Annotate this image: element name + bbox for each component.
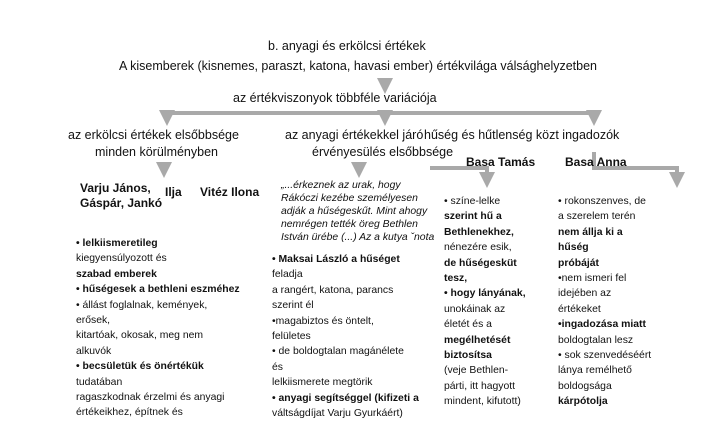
category-fidelity: hűség és hűtlenség közt ingadozók [424,128,620,142]
list-item: mindent, kifutott) [444,396,521,408]
list-item: lánya remélhető [558,365,632,377]
material-description [272,252,419,421]
list-item: szerint hű a [444,211,502,223]
list-item: kitartóak, okosak, meg nem [76,330,204,342]
list-item: a rangért, katona, parancs [272,284,394,296]
title-line-1: b. anyagi és erkölcsi értékek [268,39,426,53]
list-item: • állást foglalnak, kemények, [76,299,208,311]
list-item: kiegyensúlyozott és [76,253,167,265]
list-item: és [272,361,283,373]
name-basa-anna: Basa Anna [565,155,627,169]
arrow-to-fidelity [385,113,594,118]
basa-anna-description [558,194,651,410]
moral-description [76,236,240,421]
name-vitez-ilona: Vitéz Ilona [200,185,260,199]
list-item: próbáját [558,257,599,269]
list-item: erősek, [76,315,111,327]
list-item: alkuvók [76,345,112,357]
arrow-to-moral [167,113,385,118]
list-item: kárpótolja [558,396,608,408]
quote-line: adják a hűségeskűt. Mint ahogy [281,206,428,217]
center-label: az értékviszonyok többféle variációja [233,91,437,105]
list-item: a szerelem terén [558,211,636,223]
list-item: •ingadozása miatt [558,319,646,331]
list-item: életét és a [444,319,492,331]
list-item: • hűségesek a bethleni eszméhez [76,284,240,296]
list-item: váltságdíjat Varju Gyurkáért) [272,408,403,420]
list-item: hűség [558,242,589,254]
quote-line: nemrégen tették öreg Bethlen [281,219,418,230]
list-item: •nem ismeri fel [558,273,627,285]
list-item: párti, itt hagyott [444,380,516,392]
list-item: szerint él [272,300,314,312]
name-gaspar-janko: Gáspár, Jankó [80,196,163,210]
category-material-line-1: az anyagi értékekkel járó [285,128,424,142]
name-basa-tamas: Basa Tamás [466,155,536,169]
list-item: • Maksai László a hűséget [272,254,400,265]
basa-tamas-description [444,194,526,410]
list-item: értékeikhez, építnek és [76,407,183,419]
list-item: Bethlenekhez, [444,226,514,238]
name-ilja: Ilja [165,185,182,199]
name-varju: Varju János, [80,181,151,195]
list-item: • de boldogtalan magánélete [272,346,404,358]
list-item: •magabiztos és öntelt, [272,315,374,327]
arrow-to-basa-tamas [430,168,487,180]
list-item: • sok szenvedéséért [558,350,652,362]
category-material-line-2: érvényesülés elsőbbsége [312,145,454,159]
list-item: feladja [272,269,303,281]
list-item: boldogsága [558,380,612,392]
quote-line: István ürébe (...) Az a kutya ˇnota [281,232,435,243]
list-item: megélhetését [444,334,511,346]
list-item: • rokonszenves, de [558,196,646,207]
list-item: idejében az [558,288,612,300]
list-item: • becsületük és önértékük [76,361,204,373]
list-item: • anyagi segítséggel (kifizeti a [272,392,419,404]
list-item: értékeket [558,303,601,315]
list-item: boldogtalan lesz [558,334,634,346]
list-item: tudatában [76,376,123,388]
category-moral-line-2: minden körülményben [95,145,218,159]
list-item: nem állja ki a [558,226,623,238]
list-item: (veje Bethlen- [444,365,509,377]
title-line-2: A kisemberek (kisnemes, paraszt, katona, havasi ember) értékvilága válsághelyzetben [119,59,598,73]
quote-line: „...érkeznek az urak, hogy [281,180,401,191]
list-item: biztosítsa [444,350,492,362]
list-item: • lelkiismeretileg [76,238,158,249]
list-item: unokáinak az [444,303,506,315]
quote-block [281,179,434,244]
list-item: ragaszkodnak érzelmi és anyagi [76,392,225,404]
list-item: felületes [272,331,311,343]
list-item: de hűségesküt [444,257,517,269]
quote-line: Rákóczi kezébe személyesen [281,193,418,204]
category-moral-line-1: az erkölcsi értékek elsőbbsége [68,128,239,142]
list-item: • színe-lelke [444,196,501,207]
list-item: szabad emberek [76,268,157,280]
list-item: lelkiismerete megtörik [272,377,373,389]
list-item: nénezére esik, [444,242,512,254]
list-item: • hogy lányának, [444,288,526,300]
list-item: tesz, [444,273,468,285]
